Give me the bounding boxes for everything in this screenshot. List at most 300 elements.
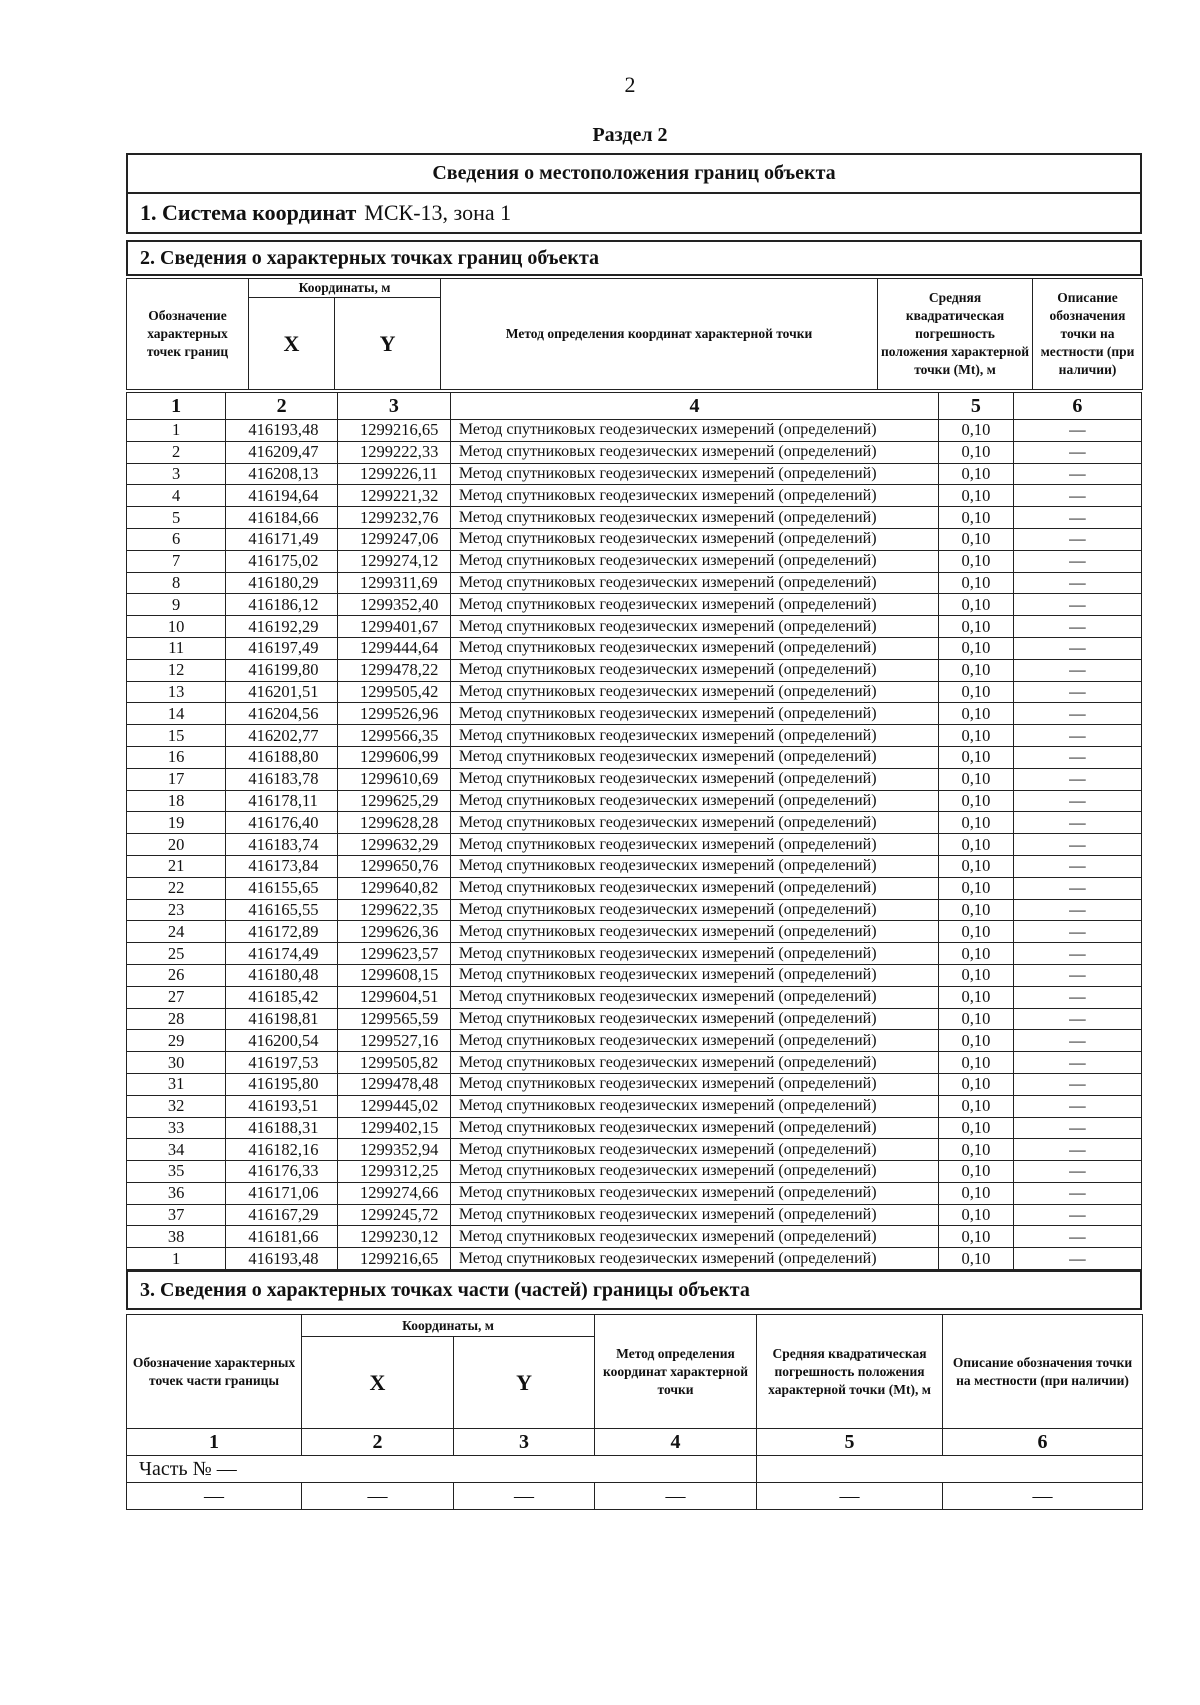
point-description: — xyxy=(1013,485,1141,507)
point-number: 2 xyxy=(127,441,226,463)
point-description: — xyxy=(1013,528,1141,550)
point-x: 416173,84 xyxy=(226,855,338,877)
point-method: Метод спутниковых геодезических измерений (определений) xyxy=(450,899,938,921)
point-number: 15 xyxy=(127,725,226,747)
point-description: — xyxy=(1013,1030,1141,1052)
point-error: 0,10 xyxy=(939,834,1013,856)
point-description: — xyxy=(1013,572,1141,594)
point-y: 1299226,11 xyxy=(338,463,451,485)
point-method: Метод спутниковых геодезических измерений (определений) xyxy=(450,768,938,790)
point-error: 0,10 xyxy=(939,877,1013,899)
table-row xyxy=(127,943,1142,965)
point-error: 0,10 xyxy=(939,1182,1013,1204)
page-number: 2 xyxy=(624,72,636,97)
point-method: Метод спутниковых геодезических измерений (определений) xyxy=(450,790,938,812)
point-number: 12 xyxy=(127,659,226,681)
table-row xyxy=(127,1248,1142,1270)
point-error: 0,10 xyxy=(939,1030,1013,1052)
point-x: 416172,89 xyxy=(226,921,338,943)
point-description: — xyxy=(1013,921,1141,943)
point-method: Метод спутниковых геодезических измерений (определений) xyxy=(450,485,938,507)
point-y: 1299216,65 xyxy=(338,1248,451,1270)
table-row xyxy=(127,1030,1142,1052)
point-number: 22 xyxy=(127,877,226,899)
table-row xyxy=(127,855,1142,877)
point-x: 416183,74 xyxy=(226,834,338,856)
point-x: 416188,31 xyxy=(226,1117,338,1139)
table-row xyxy=(127,485,1142,507)
table-row xyxy=(127,1204,1142,1226)
table-row xyxy=(127,812,1142,834)
point-y: 1299232,76 xyxy=(338,507,451,529)
parts-header-error: Средняя квадратическая погрешность положения характерной точки (Mt), м xyxy=(757,1315,943,1429)
table-row xyxy=(127,1073,1142,1095)
parts-header-coordinates: Координаты, м xyxy=(302,1315,595,1337)
part-label: Часть № — xyxy=(127,1456,757,1483)
point-x: 416171,49 xyxy=(226,528,338,550)
point-number: 28 xyxy=(127,1008,226,1030)
point-error: 0,10 xyxy=(939,550,1013,572)
column-number: 5 xyxy=(939,393,1013,420)
point-error: 0,10 xyxy=(939,637,1013,659)
table-row xyxy=(127,528,1142,550)
point-error: 0,10 xyxy=(939,725,1013,747)
points-table-header xyxy=(126,278,1143,390)
point-error: 0,10 xyxy=(939,1139,1013,1161)
point-description: — xyxy=(1013,1139,1141,1161)
point-y: 1299402,15 xyxy=(338,1117,451,1139)
point-description: — xyxy=(1013,1226,1141,1248)
point-number: 21 xyxy=(127,855,226,877)
point-error: 0,10 xyxy=(939,485,1013,507)
point-method: Метод спутниковых геодезических измерений (определений) xyxy=(450,855,938,877)
point-method: Метод спутниковых геодезических измерений (определений) xyxy=(450,1073,938,1095)
parts-header-y: Y xyxy=(454,1337,595,1429)
point-number: 35 xyxy=(127,1161,226,1183)
header-method: Метод определения координат характерной точки xyxy=(441,279,878,390)
table-row xyxy=(127,1008,1142,1030)
point-description: — xyxy=(1013,855,1141,877)
point-number: 9 xyxy=(127,594,226,616)
point-error: 0,10 xyxy=(939,790,1013,812)
point-x: 416193,48 xyxy=(226,1248,338,1270)
table-row xyxy=(127,877,1142,899)
point-x: 416193,51 xyxy=(226,1095,338,1117)
point-description: — xyxy=(1013,1008,1141,1030)
point-x: 416197,53 xyxy=(226,1052,338,1074)
point-number: 19 xyxy=(127,812,226,834)
point-description: — xyxy=(1013,659,1141,681)
part-cell: — xyxy=(595,1483,757,1510)
point-y: 1299565,59 xyxy=(338,1008,451,1030)
point-number: 38 xyxy=(127,1226,226,1248)
part-label-empty xyxy=(757,1456,1143,1483)
point-description: — xyxy=(1013,1052,1141,1074)
point-y: 1299221,32 xyxy=(338,485,451,507)
point-method: Метод спутниковых геодезических измерений (определений) xyxy=(450,594,938,616)
parts-column-numbers-row xyxy=(127,1429,1143,1456)
coordinate-system-value: МСК-13, зона 1 xyxy=(364,200,512,225)
point-number: 14 xyxy=(127,703,226,725)
point-number: 33 xyxy=(127,1117,226,1139)
column-numbers-row xyxy=(127,393,1142,420)
point-method: Метод спутниковых геодезических измерений (определений) xyxy=(450,550,938,572)
point-x: 416199,80 xyxy=(226,659,338,681)
header-y: Y xyxy=(335,298,441,390)
column-number: 4 xyxy=(450,393,938,420)
column-number: 4 xyxy=(595,1429,757,1456)
point-number: 32 xyxy=(127,1095,226,1117)
point-method: Метод спутниковых геодезических измерений (определений) xyxy=(450,1182,938,1204)
point-method: Метод спутниковых геодезических измерений (определений) xyxy=(450,616,938,638)
point-y: 1299626,36 xyxy=(338,921,451,943)
point-y: 1299610,69 xyxy=(338,768,451,790)
point-method: Метод спутниковых геодезических измерений (определений) xyxy=(450,964,938,986)
point-error: 0,10 xyxy=(939,1008,1013,1030)
point-y: 1299312,25 xyxy=(338,1161,451,1183)
point-method: Метод спутниковых геодезических измерений (определений) xyxy=(450,1226,938,1248)
point-number: 37 xyxy=(127,1204,226,1226)
column-number: 1 xyxy=(127,393,226,420)
point-y: 1299216,65 xyxy=(338,420,451,442)
table-row xyxy=(127,725,1142,747)
point-number: 7 xyxy=(127,550,226,572)
header-coordinates: Координаты, м xyxy=(249,279,441,298)
point-x: 416167,29 xyxy=(226,1204,338,1226)
point-y: 1299606,99 xyxy=(338,746,451,768)
point-y: 1299444,64 xyxy=(338,637,451,659)
point-method: Метод спутниковых геодезических измерений (определений) xyxy=(450,1117,938,1139)
point-error: 0,10 xyxy=(939,1073,1013,1095)
point-description: — xyxy=(1013,986,1141,1008)
point-description: — xyxy=(1013,1161,1141,1183)
parts-header-description: Описание обозначения точки на местности (при наличии) xyxy=(943,1315,1143,1429)
point-method: Метод спутниковых геодезических измерений (определений) xyxy=(450,725,938,747)
table-row xyxy=(127,594,1142,616)
point-number: 20 xyxy=(127,834,226,856)
point-x: 416186,12 xyxy=(226,594,338,616)
point-description: — xyxy=(1013,943,1141,965)
table-row xyxy=(127,441,1142,463)
point-number: 29 xyxy=(127,1030,226,1052)
point-x: 416195,80 xyxy=(226,1073,338,1095)
point-method: Метод спутниковых геодезических измерений (определений) xyxy=(450,1204,938,1226)
point-method: Метод спутниковых геодезических измерений (определений) xyxy=(450,812,938,834)
point-description: — xyxy=(1013,768,1141,790)
parts-header-x: X xyxy=(302,1337,454,1429)
point-y: 1299311,69 xyxy=(338,572,451,594)
point-method: Метод спутниковых геодезических измерений (определений) xyxy=(450,703,938,725)
table-row xyxy=(127,420,1142,442)
point-y: 1299505,42 xyxy=(338,681,451,703)
point-description: — xyxy=(1013,1248,1141,1270)
point-number: 31 xyxy=(127,1073,226,1095)
header-description: Описание обозначения точки на местности (при наличии) xyxy=(1033,279,1143,390)
point-error: 0,10 xyxy=(939,855,1013,877)
point-error: 0,10 xyxy=(939,1204,1013,1226)
point-y: 1299566,35 xyxy=(338,725,451,747)
point-y: 1299527,16 xyxy=(338,1030,451,1052)
point-x: 416175,02 xyxy=(226,550,338,572)
point-x: 416200,54 xyxy=(226,1030,338,1052)
point-y: 1299230,12 xyxy=(338,1226,451,1248)
point-y: 1299247,06 xyxy=(338,528,451,550)
point-y: 1299478,48 xyxy=(338,1073,451,1095)
point-description: — xyxy=(1013,812,1141,834)
point-y: 1299222,33 xyxy=(338,441,451,463)
point-description: — xyxy=(1013,550,1141,572)
section-heading: Раздел 2 xyxy=(592,124,668,146)
point-x: 416165,55 xyxy=(226,899,338,921)
point-y: 1299352,40 xyxy=(338,594,451,616)
part-cell: — xyxy=(302,1483,454,1510)
table-row xyxy=(127,616,1142,638)
point-y: 1299274,12 xyxy=(338,550,451,572)
point-x: 416204,56 xyxy=(226,703,338,725)
point-method: Метод спутниковых геодезических измерений (определений) xyxy=(450,528,938,550)
table-row xyxy=(127,921,1142,943)
point-x: 416194,64 xyxy=(226,485,338,507)
table-row xyxy=(127,899,1142,921)
column-number: 5 xyxy=(757,1429,943,1456)
point-x: 416201,51 xyxy=(226,681,338,703)
point-description: — xyxy=(1013,790,1141,812)
point-method: Метод спутниковых геодезических измерений (определений) xyxy=(450,1139,938,1161)
table-row xyxy=(127,1095,1142,1117)
point-x: 416182,16 xyxy=(226,1139,338,1161)
point-description: — xyxy=(1013,616,1141,638)
parts-header-method: Метод определения координат характерной точки xyxy=(595,1315,757,1429)
point-error: 0,10 xyxy=(939,899,1013,921)
point-error: 0,10 xyxy=(939,594,1013,616)
table-row xyxy=(127,768,1142,790)
header-point-designation: Обозначение характерных точек границ xyxy=(127,279,249,390)
point-error: 0,10 xyxy=(939,812,1013,834)
document-title: Сведения о местоположения границ объекта xyxy=(126,153,1142,194)
point-description: — xyxy=(1013,1117,1141,1139)
point-description: — xyxy=(1013,420,1141,442)
point-error: 0,10 xyxy=(939,964,1013,986)
point-error: 0,10 xyxy=(939,616,1013,638)
point-number: 13 xyxy=(127,681,226,703)
point-description: — xyxy=(1013,899,1141,921)
table-row xyxy=(127,463,1142,485)
table-row xyxy=(127,1226,1142,1248)
point-error: 0,10 xyxy=(939,441,1013,463)
point-error: 0,10 xyxy=(939,921,1013,943)
point-description: — xyxy=(1013,441,1141,463)
point-x: 416180,29 xyxy=(226,572,338,594)
point-x: 416176,40 xyxy=(226,812,338,834)
point-description: — xyxy=(1013,463,1141,485)
point-number: 10 xyxy=(127,616,226,638)
point-method: Метод спутниковых геодезических измерений (определений) xyxy=(450,1095,938,1117)
point-method: Метод спутниковых геодезических измерений (определений) xyxy=(450,746,938,768)
column-number: 1 xyxy=(127,1429,302,1456)
point-x: 416202,77 xyxy=(226,725,338,747)
point-number: 8 xyxy=(127,572,226,594)
point-y: 1299628,28 xyxy=(338,812,451,834)
coordinate-system xyxy=(126,194,1142,234)
part-cell: — xyxy=(454,1483,595,1510)
point-description: — xyxy=(1013,964,1141,986)
point-y: 1299505,82 xyxy=(338,1052,451,1074)
point-description: — xyxy=(1013,834,1141,856)
point-x: 416188,80 xyxy=(226,746,338,768)
point-x: 416183,78 xyxy=(226,768,338,790)
point-description: — xyxy=(1013,725,1141,747)
point-description: — xyxy=(1013,1182,1141,1204)
table-row xyxy=(127,1117,1142,1139)
point-error: 0,10 xyxy=(939,528,1013,550)
point-number: 30 xyxy=(127,1052,226,1074)
point-method: Метод спутниковых геодезических измерений (определений) xyxy=(450,877,938,899)
point-error: 0,10 xyxy=(939,746,1013,768)
part-cell: — xyxy=(127,1483,302,1510)
point-method: Метод спутниковых геодезических измерений (определений) xyxy=(450,420,938,442)
header-error xyxy=(878,279,1033,390)
point-number: 24 xyxy=(127,921,226,943)
point-description: — xyxy=(1013,507,1141,529)
point-number: 3 xyxy=(127,463,226,485)
point-y: 1299445,02 xyxy=(338,1095,451,1117)
table-row xyxy=(127,572,1142,594)
point-method: Метод спутниковых геодезических измерений (определений) xyxy=(450,1052,938,1074)
table-row xyxy=(127,790,1142,812)
point-error: 0,10 xyxy=(939,943,1013,965)
point-y: 1299604,51 xyxy=(338,986,451,1008)
table-row xyxy=(127,507,1142,529)
point-number: 18 xyxy=(127,790,226,812)
point-error: 0,10 xyxy=(939,986,1013,1008)
header-error-text: Средняя квадратическая погрешность положения характерной точки (Mt), м xyxy=(881,290,1029,377)
header-x: X xyxy=(249,298,335,390)
point-x: 416209,47 xyxy=(226,441,338,463)
point-method: Метод спутниковых геодезических измерений (определений) xyxy=(450,463,938,485)
table-row xyxy=(127,550,1142,572)
point-method: Метод спутниковых геодезических измерений (определений) xyxy=(450,1008,938,1030)
point-number: 11 xyxy=(127,637,226,659)
point-description: — xyxy=(1013,877,1141,899)
point-number: 34 xyxy=(127,1139,226,1161)
table-row xyxy=(127,1182,1142,1204)
point-description: — xyxy=(1013,637,1141,659)
point-x: 416185,42 xyxy=(226,986,338,1008)
column-number: 2 xyxy=(226,393,338,420)
point-x: 416192,29 xyxy=(226,616,338,638)
point-x: 416197,49 xyxy=(226,637,338,659)
points-section-title: 2. Сведения о характерных точках границ объекта xyxy=(126,240,1142,276)
point-description: — xyxy=(1013,594,1141,616)
point-y: 1299478,22 xyxy=(338,659,451,681)
point-description: — xyxy=(1013,703,1141,725)
point-description: — xyxy=(1013,1204,1141,1226)
point-x: 416198,81 xyxy=(226,1008,338,1030)
table-row xyxy=(127,1052,1142,1074)
point-y: 1299526,96 xyxy=(338,703,451,725)
parts-section-title: 3. Сведения о характерных точках части (частей) границы объекта xyxy=(126,1270,1142,1310)
point-error: 0,10 xyxy=(939,1226,1013,1248)
point-x: 416171,06 xyxy=(226,1182,338,1204)
point-y: 1299640,82 xyxy=(338,877,451,899)
point-method: Метод спутниковых геодезических измерений (определений) xyxy=(450,681,938,703)
point-number: 6 xyxy=(127,528,226,550)
point-y: 1299623,57 xyxy=(338,943,451,965)
column-number: 6 xyxy=(943,1429,1143,1456)
table-row xyxy=(127,746,1142,768)
point-error: 0,10 xyxy=(939,768,1013,790)
point-number: 36 xyxy=(127,1182,226,1204)
point-error: 0,10 xyxy=(939,1052,1013,1074)
point-y: 1299274,66 xyxy=(338,1182,451,1204)
point-method: Метод спутниковых геодезических измерений (определений) xyxy=(450,1161,938,1183)
coordinate-system-label: 1. Система координат xyxy=(140,200,357,225)
table-row xyxy=(127,703,1142,725)
column-number: 2 xyxy=(302,1429,454,1456)
point-method: Метод спутниковых геодезических измерений (определений) xyxy=(450,572,938,594)
point-number: 4 xyxy=(127,485,226,507)
part-cell: — xyxy=(943,1483,1143,1510)
parts-table-header xyxy=(126,1314,1143,1429)
point-method: Метод спутниковых геодезических измерений (определений) xyxy=(450,986,938,1008)
point-x: 416208,13 xyxy=(226,463,338,485)
table-row xyxy=(127,834,1142,856)
point-error: 0,10 xyxy=(939,572,1013,594)
point-number: 16 xyxy=(127,746,226,768)
point-y: 1299625,29 xyxy=(338,790,451,812)
parts-table xyxy=(126,1428,1143,1510)
point-error: 0,10 xyxy=(939,420,1013,442)
column-number: 3 xyxy=(338,393,451,420)
parts-header-designation: Обозначение характерных точек части границы xyxy=(127,1315,302,1429)
point-number: 1 xyxy=(127,420,226,442)
point-x: 416155,65 xyxy=(226,877,338,899)
points-table xyxy=(126,392,1142,1270)
point-method: Метод спутниковых геодезических измерений (определений) xyxy=(450,921,938,943)
point-y: 1299608,15 xyxy=(338,964,451,986)
point-method: Метод спутниковых геодезических измерений (определений) xyxy=(450,441,938,463)
table-row xyxy=(127,637,1142,659)
point-error: 0,10 xyxy=(939,1161,1013,1183)
point-number: 23 xyxy=(127,899,226,921)
point-error: 0,10 xyxy=(939,703,1013,725)
point-error: 0,10 xyxy=(939,659,1013,681)
point-x: 416176,33 xyxy=(226,1161,338,1183)
table-row xyxy=(127,681,1142,703)
point-x: 416193,48 xyxy=(226,420,338,442)
point-method: Метод спутниковых геодезических измерений (определений) xyxy=(450,507,938,529)
point-y: 1299650,76 xyxy=(338,855,451,877)
point-number: 26 xyxy=(127,964,226,986)
point-description: — xyxy=(1013,681,1141,703)
point-method: Метод спутниковых геодезических измерений (определений) xyxy=(450,1030,938,1052)
point-y: 1299352,94 xyxy=(338,1139,451,1161)
part-label-row xyxy=(127,1456,1143,1483)
point-y: 1299622,35 xyxy=(338,899,451,921)
column-number: 6 xyxy=(1013,393,1141,420)
point-y: 1299401,67 xyxy=(338,616,451,638)
point-y: 1299245,72 xyxy=(338,1204,451,1226)
point-method: Метод спутниковых геодезических измерений (определений) xyxy=(450,637,938,659)
column-number: 3 xyxy=(454,1429,595,1456)
point-number: 5 xyxy=(127,507,226,529)
point-description: — xyxy=(1013,1073,1141,1095)
point-x: 416184,66 xyxy=(226,507,338,529)
point-x: 416180,48 xyxy=(226,964,338,986)
point-error: 0,10 xyxy=(939,681,1013,703)
point-description: — xyxy=(1013,746,1141,768)
point-y: 1299632,29 xyxy=(338,834,451,856)
